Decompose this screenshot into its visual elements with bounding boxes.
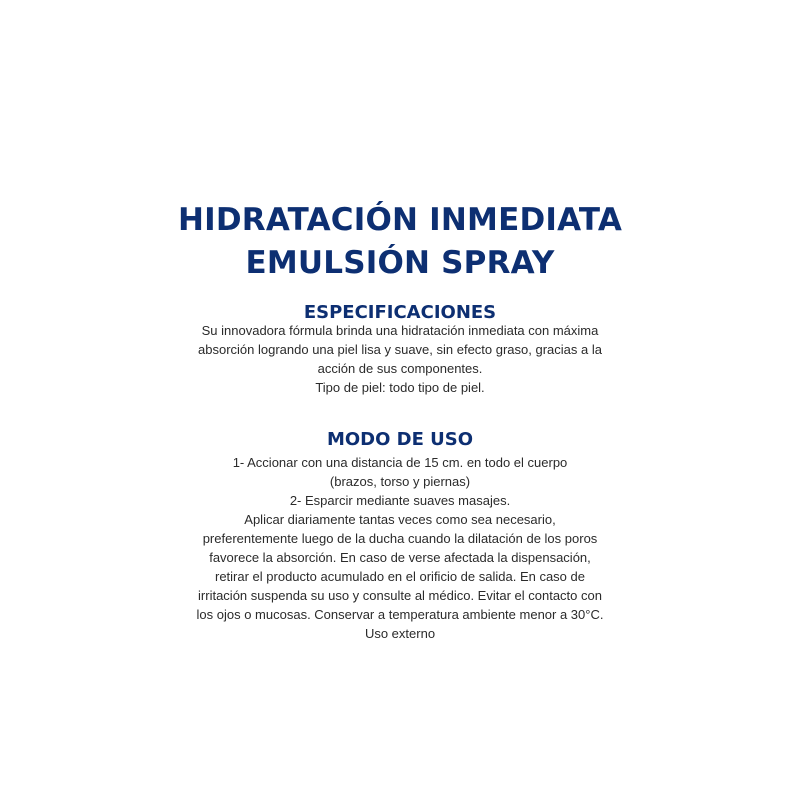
especificaciones-line: Su innovadora fórmula brinda una hidratación inmediata con máxima [201, 323, 599, 338]
modo-de-uso-line: Aplicar diariamente tantas veces como sea necesario, [244, 512, 556, 527]
modo-de-uso-line: 1- Accionar con una distancia de 15 cm. en todo el cuerpo [232, 455, 568, 470]
product-title [0, 199, 800, 285]
especificaciones-line: acción de sus componentes. [317, 361, 483, 376]
especificaciones-text [0, 321, 800, 397]
modo-de-uso-line: los ojos o mucosas. Conservar a temperatura ambiente menor a 30°C. [196, 607, 604, 622]
especificaciones-line: absorción logrando una piel lisa y suave, sin efecto graso, gracias a la [198, 342, 602, 357]
modo-de-uso-line: favorece la absorción. En caso de verse afectada la dispensación, [209, 550, 591, 565]
modo-de-uso-line: preferentemente luego de la ducha cuando la dilatación de los poros [202, 531, 598, 546]
especificaciones-heading: ESPECIFICACIONES [303, 302, 497, 323]
modo-de-uso-line: 2- Esparcir mediante suaves masajes. [289, 493, 511, 508]
modo-de-uso-line: retirar el producto acumulado en el orificio de salida. En caso de [215, 569, 585, 584]
especificaciones-line: Tipo de piel: todo tipo de piel. [315, 380, 485, 395]
product-title-line-2: EMULSIÓN SPRAY [245, 245, 555, 281]
modo-de-uso-line: irritación suspenda su uso y consulte al médico. Evitar el contacto con [198, 588, 602, 603]
product-title-line-1: HIDRATACIÓN INMEDIATA [177, 202, 623, 238]
modo-de-uso-line: (brazos, torso y piernas) [329, 474, 471, 489]
modo-de-uso-heading: MODO DE USO [326, 429, 474, 450]
modo-de-uso-text [0, 453, 800, 643]
modo-de-uso-line: Uso externo [364, 626, 436, 641]
